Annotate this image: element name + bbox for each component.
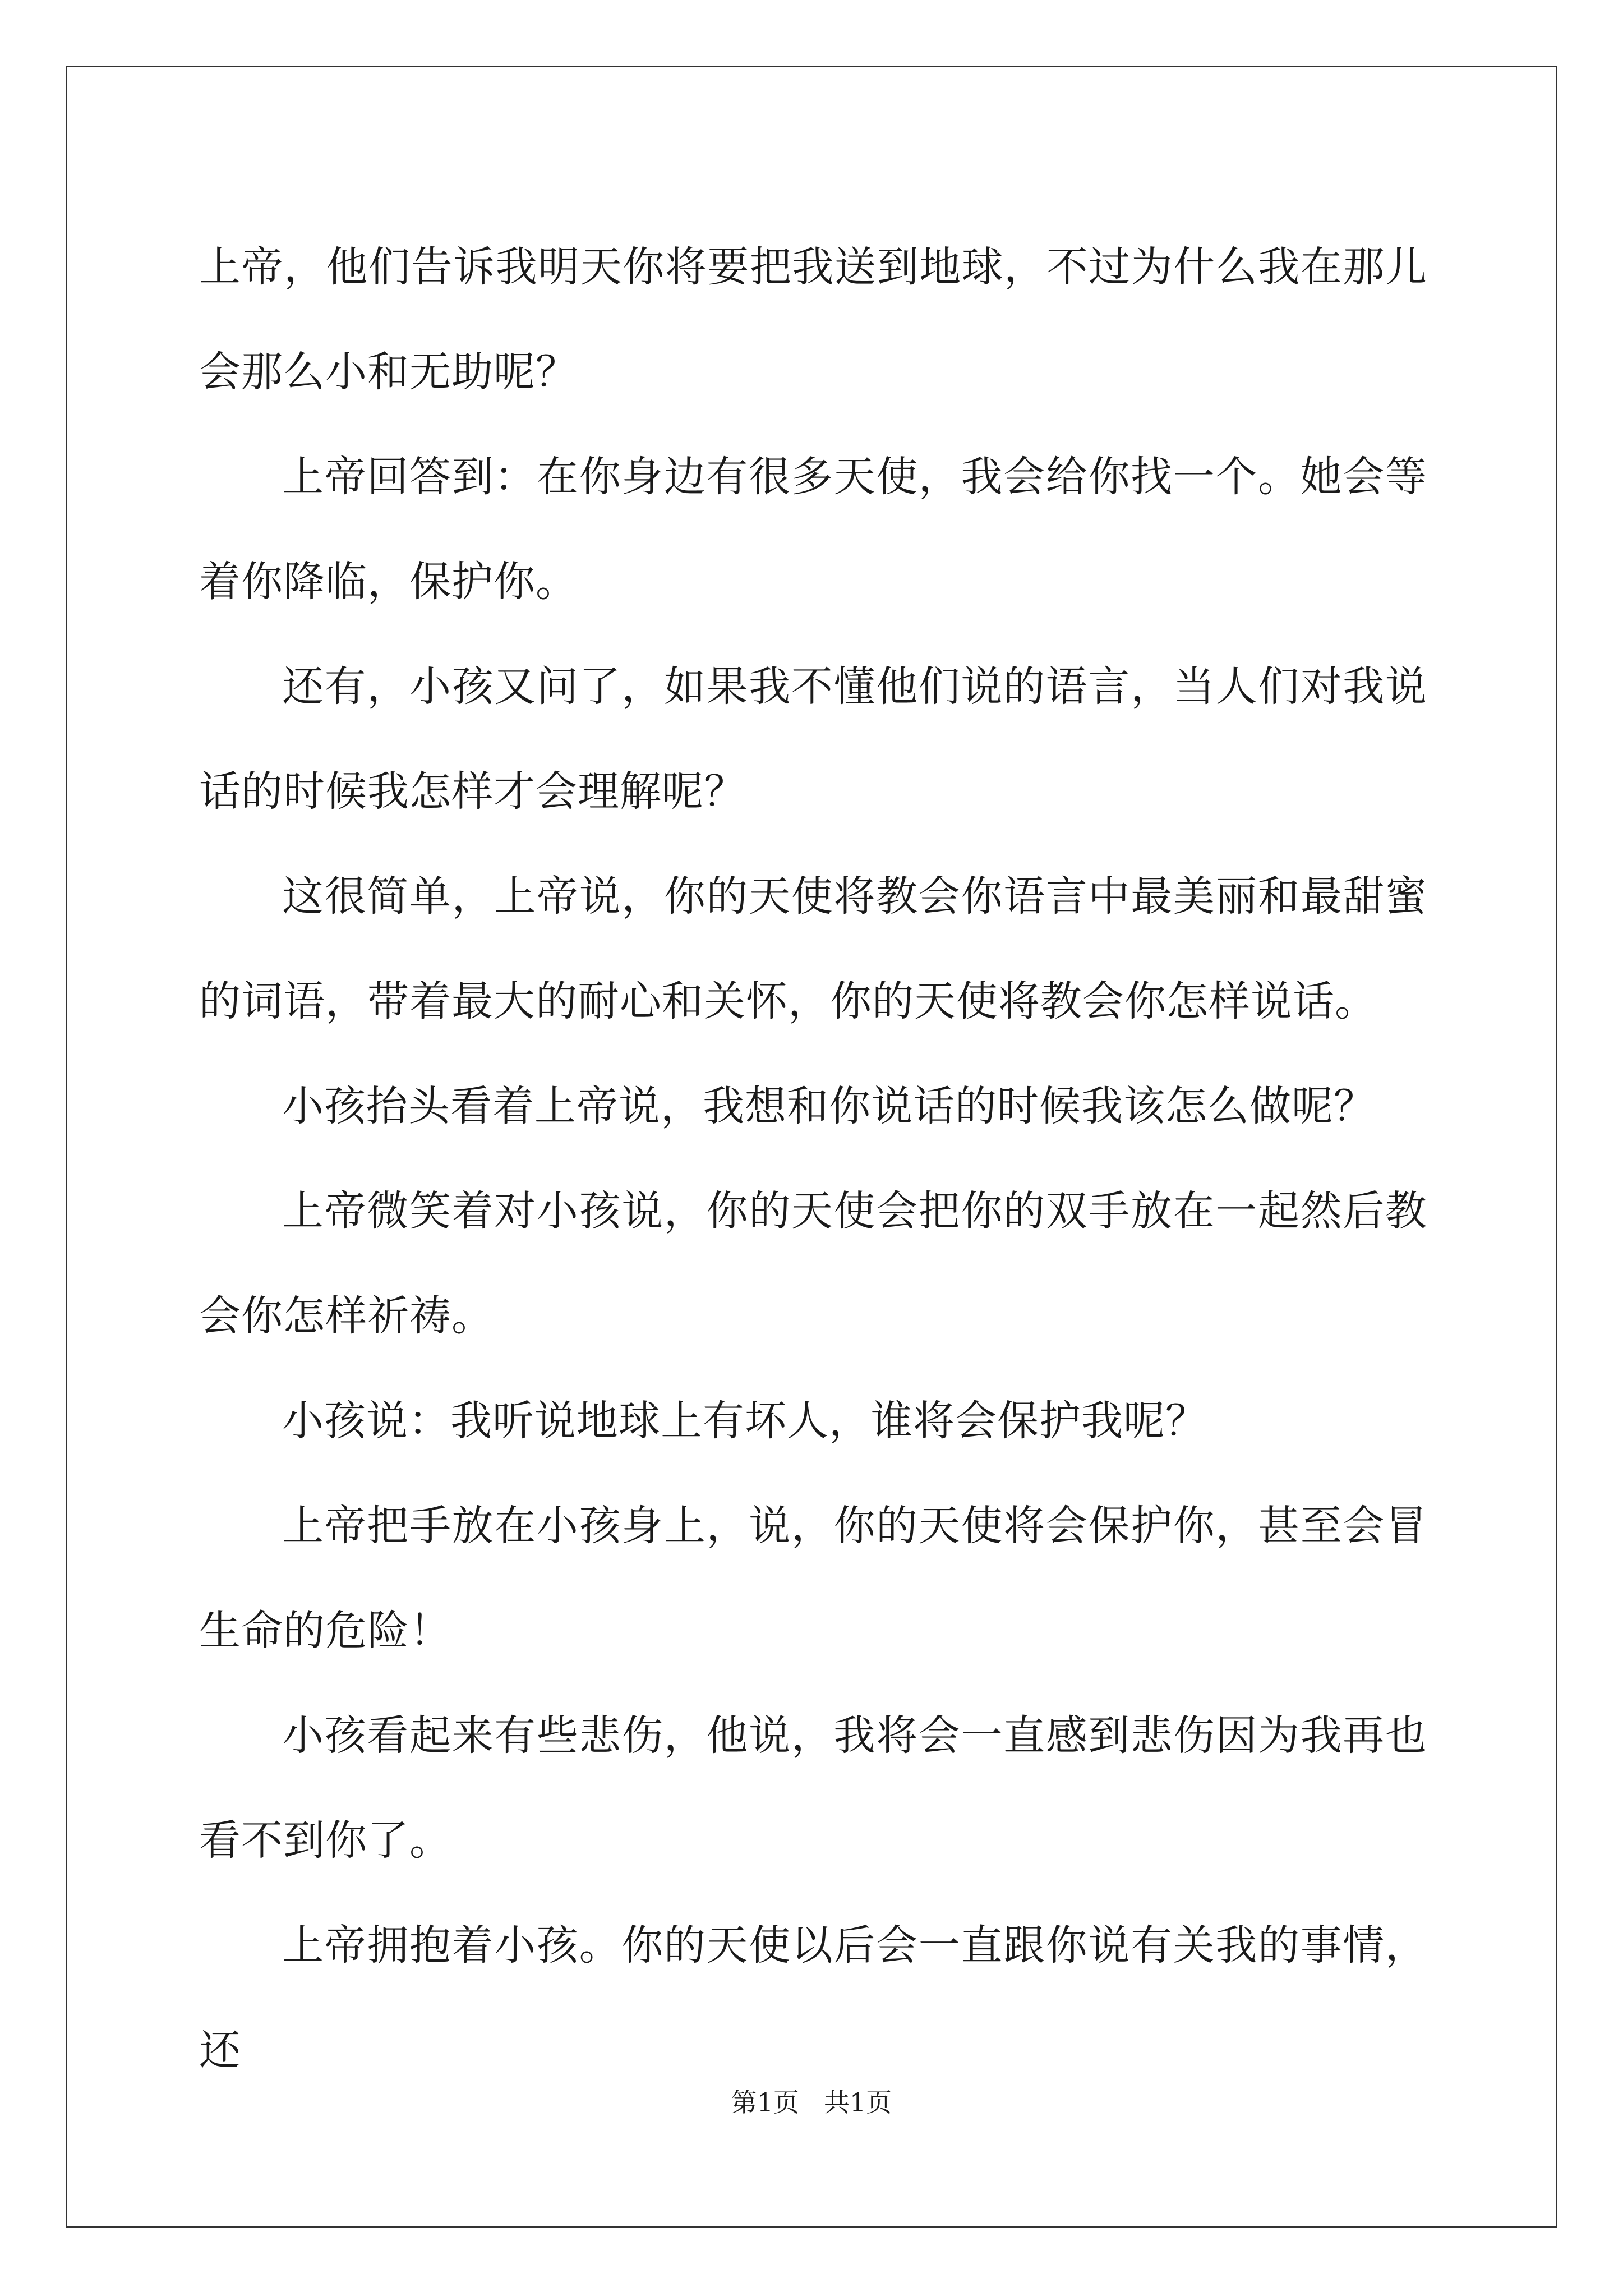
paragraph: 上帝微笑着对小孩说，你的天使会把你的双手放在一起然后教会你怎样祈祷。 bbox=[199, 1187, 1427, 1340]
paragraph: 上帝，他们告诉我明天你将要把我送到地球，不过为什么我在那儿会那么小和无助呢？ bbox=[199, 243, 1427, 396]
paragraph: 上帝回答到：在你身边有很多天使，我会给你找一个。她会等着你降临，保护你。 bbox=[199, 453, 1427, 606]
paragraph: 上帝拥抱着小孩。你的天使以后会一直跟你说有关我的事情，还 bbox=[199, 1921, 1427, 2074]
page-number-current: 第1页 bbox=[731, 2087, 799, 2118]
paragraph: 小孩说：我听说地球上有坏人，谁将会保护我呢？ bbox=[282, 1397, 1207, 1445]
page-number-total: 共1页 bbox=[824, 2087, 892, 2118]
page-footer bbox=[0, 2082, 1623, 2119]
paragraph: 小孩看起来有些悲伤，他说，我将会一直感到悲伤因为我再也看不到你了。 bbox=[199, 1711, 1427, 1865]
paragraph: 还有，小孩又问了，如果我不懂他们说的语言，当人们对我说话的时候我怎样才会理解呢？ bbox=[199, 662, 1427, 816]
paragraph: 上帝把手放在小孩身上，说，你的天使将会保护你，甚至会冒生命的危险！ bbox=[199, 1502, 1427, 1655]
paragraph: 小孩抬头看着上帝说，我想和你说话的时候我该怎么做呢？ bbox=[282, 1082, 1376, 1130]
document-body bbox=[199, 215, 1427, 2103]
paragraph: 这很简单，上帝说，你的天使将教会你语言中最美丽和最甜蜜的词语，带着最大的耐心和关怀，你的天使将教会你怎样说话。 bbox=[199, 872, 1427, 1025]
